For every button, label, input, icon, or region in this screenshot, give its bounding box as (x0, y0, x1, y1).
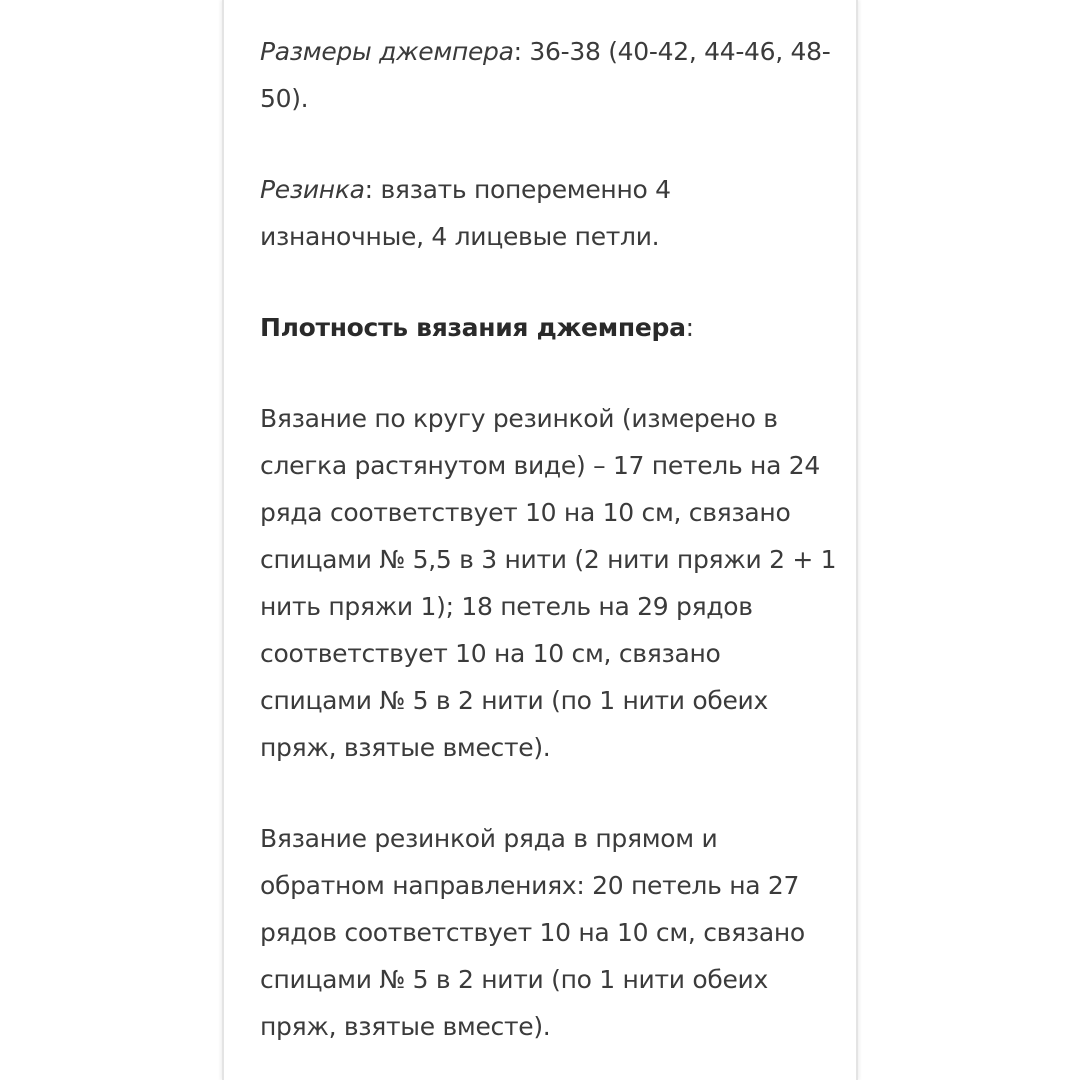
gauge-round-line: нить пряжи 1); 18 петель на 29 рядов (260, 592, 753, 621)
sizes-values: : 36-38 (40-42, 44-46, 48- (513, 37, 831, 66)
gauge-flat-line: обратном направлениях: 20 петель на 27 (260, 871, 800, 900)
gauge-heading-line (260, 304, 830, 351)
article-column (222, 0, 858, 1080)
sizes-line-2: 50). (260, 84, 309, 113)
article-body (260, 28, 837, 1080)
gauge-round-line: пряж, взятые вместе). (260, 733, 551, 762)
gauge-round-line: ряда соответствует 10 на 10 см, связано (260, 498, 791, 527)
rib-line-2: изнаночные, 4 лицевые петли. (260, 222, 660, 251)
gauge-flat-line: пряж, взятые вместе). (260, 1012, 551, 1041)
sizes-label: Размеры джемпера (260, 37, 514, 66)
sizes-line-1 (260, 28, 830, 75)
gauge-round-paragraph (260, 395, 837, 771)
gauge-heading-colon: : (685, 313, 694, 342)
gauge-round-line: Вязание по кругу резинкой (измерено в (260, 404, 778, 433)
rib-line-1 (260, 166, 830, 213)
gauge-flat-line: Вязание резинкой ряда в прямом и (260, 824, 718, 853)
gauge-round-line: спицами № 5 в 2 нити (по 1 нити обеих (260, 686, 768, 715)
gauge-flat-paragraph (260, 815, 830, 1050)
gauge-round-line: слегка растянутом виде) – 17 петель на 24 (260, 451, 820, 480)
gauge-round-line: соответствует 10 на 10 см, связано (260, 639, 721, 668)
rib-text: : вязать попеременно 4 (364, 175, 671, 204)
gauge-flat-line: спицами № 5 в 2 нити (по 1 нити обеих (260, 965, 768, 994)
gauge-heading-label: Плотность вязания джемпера (260, 313, 686, 342)
gauge-round-line: спицами № 5,5 в 3 нити (2 нити пряжи 2 + 1 (260, 545, 837, 574)
gauge-heading (260, 304, 830, 351)
rib-label: Резинка (260, 175, 365, 204)
gauge-flat-line: рядов соответствует 10 на 10 см, связано (260, 918, 805, 947)
rib-paragraph (260, 166, 830, 260)
sizes-paragraph (260, 28, 830, 122)
